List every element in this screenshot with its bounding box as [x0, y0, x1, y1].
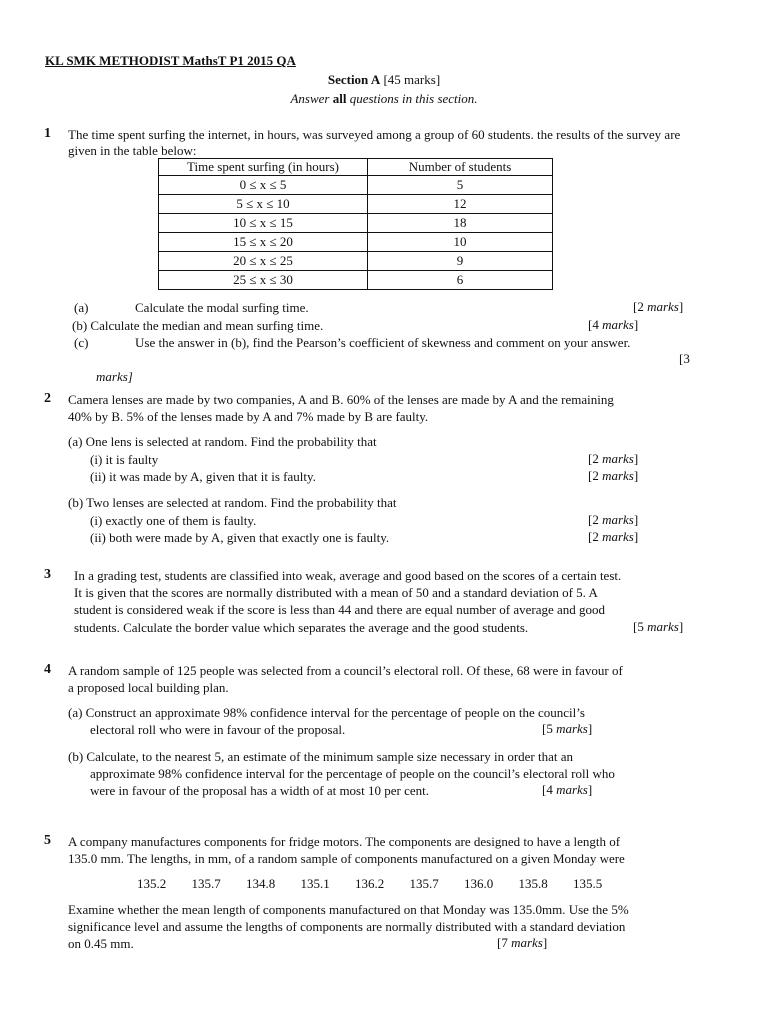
q5-text: Examine whether the mean length of components manufactured on that Monday was 135.0mm. Use the 5%	[68, 902, 629, 917]
table-row	[159, 271, 553, 290]
question-number: 2	[44, 391, 51, 406]
q2aii-text: (ii) it was made by A, given that it is faulty.	[90, 469, 316, 484]
table-header-row	[159, 159, 553, 176]
table-cell: 10 ≤ x ≤ 15	[159, 214, 368, 233]
q1a-marks: [2 marks]	[633, 299, 684, 314]
q1c-marks: marks]	[96, 369, 133, 384]
table-row	[159, 214, 553, 233]
q2bi-text: (i) exactly one of them is faulty.	[90, 513, 257, 528]
q4-intro: A random sample of 125 people was selected from a council’s electoral roll. Of these, 68 were in favour of	[68, 663, 623, 678]
q1a-label: (a)	[74, 300, 89, 315]
data-value: 135.2	[137, 876, 167, 891]
q1b-marks: [4 marks]	[588, 317, 639, 332]
q2a-text: (a) One lens is selected at random. Find the probability that	[68, 434, 377, 449]
q2bii-marks: [2 marks]	[588, 529, 639, 544]
table-cell: 5	[368, 176, 553, 195]
table-cell: 15 ≤ x ≤ 20	[159, 233, 368, 252]
q4-intro: a proposed local building plan.	[68, 680, 229, 695]
question-number: 3	[44, 567, 51, 582]
table-row	[159, 176, 553, 195]
q3-text: It is given that the scores are normally distributed with a mean of 50 and a standard deviation of 5. A	[74, 585, 598, 600]
q4b-text: were in favour of the proposal has a width of at most 10 per cent.	[90, 783, 429, 798]
q5-marks: [7 marks]	[497, 935, 548, 950]
q1-intro: The time spent surfing the internet, in hours, was surveyed among a group of 60 students. the results of the survey are	[68, 127, 681, 142]
q4b-text: (b) Calculate, to the nearest 5, an estimate of the minimum sample size necessary in order that an	[68, 749, 574, 764]
table-cell: 9	[368, 252, 553, 271]
table-cell: 20 ≤ x ≤ 25	[159, 252, 368, 271]
table-cell: 0 ≤ x ≤ 5	[159, 176, 368, 195]
q5-text: significance level and assume the lengths of components are normally distributed with a standard deviation	[68, 919, 626, 934]
q5-intro: A company manufactures components for fridge motors. The components are designed to have a length of	[68, 834, 621, 849]
section-title-line	[0, 72, 768, 88]
q2-intro: Camera lenses are made by two companies, A and B. 60% of the lenses are made by A and the remaining	[68, 392, 614, 407]
section-instruction	[0, 91, 768, 107]
q5-data-row	[137, 875, 624, 892]
instruction-text: Answer	[290, 91, 333, 106]
q1b-text: (b) Calculate the median and mean surfing time.	[72, 318, 324, 333]
question-number: 5	[44, 833, 51, 848]
table-row	[159, 195, 553, 214]
section-title: Section A	[327, 72, 381, 87]
document-header: KL SMK METHODIST MathsT P1 2015 QA	[45, 53, 296, 68]
data-value: 136.2	[355, 876, 385, 891]
q4a-text: (a) Construct an approximate 98% confidence interval for the percentage of people on the council’s	[68, 705, 585, 720]
instruction-text: questions in this section.	[346, 91, 478, 106]
q2bii-text: (ii) both were made by A, given that exactly one is faulty.	[90, 530, 390, 545]
data-value: 135.7	[191, 876, 221, 891]
instruction-all: all	[332, 91, 347, 106]
data-value: 135.7	[409, 876, 439, 891]
q2-intro: 40% by B. 5% of the lenses made by A and 7% made by B are faulty.	[68, 409, 429, 424]
table-cell: 5 ≤ x ≤ 10	[159, 195, 368, 214]
q2aii-marks: [2 marks]	[588, 468, 639, 483]
table-row	[159, 233, 553, 252]
q1c-marks: [3	[679, 351, 690, 366]
q2ai-text: (i) it is faulty	[90, 452, 159, 467]
table-row	[159, 252, 553, 271]
table-cell: 10	[368, 233, 553, 252]
q3-text: students. Calculate the border value which separates the average and the good students.	[74, 620, 529, 635]
table-header: Time spent surfing (in hours)	[159, 159, 368, 176]
table-cell: 25 ≤ x ≤ 30	[159, 271, 368, 290]
q2bi-marks: [2 marks]	[588, 512, 639, 527]
q3-marks: [5 marks]	[633, 619, 684, 634]
table-cell: 12	[368, 195, 553, 214]
data-value: 136.0	[464, 876, 494, 891]
table-cell: 6	[368, 271, 553, 290]
q4a-text: electoral roll who were in favour of the proposal.	[90, 722, 346, 737]
q5-intro: 135.0 mm. The lengths, in mm, of a random sample of components manufactured on a given Monday were	[68, 851, 625, 866]
table-header: Number of students	[368, 159, 553, 176]
q1a-text: Calculate the modal surfing time.	[135, 300, 309, 315]
q1c-label: (c)	[74, 335, 89, 350]
frequency-table	[158, 158, 553, 290]
q2b-text: (b) Two lenses are selected at random. Find the probability that	[68, 495, 397, 510]
data-value: 135.5	[573, 876, 603, 891]
data-value: 135.8	[518, 876, 548, 891]
question-number: 1	[44, 126, 51, 141]
question-number: 4	[44, 662, 51, 677]
q4b-marks: [4 marks]	[542, 782, 593, 797]
q3-text: In a grading test, students are classified into weak, average and good based on the scores of a certain test.	[74, 568, 622, 583]
section-marks: [45 marks]	[383, 72, 441, 87]
data-value: 135.1	[300, 876, 330, 891]
data-value: 134.8	[246, 876, 276, 891]
q4a-marks: [5 marks]	[542, 721, 593, 736]
q1-intro: given in the table below:	[68, 143, 197, 158]
q1c-text: Use the answer in (b), find the Pearson’s coefficient of skewness and comment on your answer.	[135, 335, 631, 350]
table-cell: 18	[368, 214, 553, 233]
q2ai-marks: [2 marks]	[588, 451, 639, 466]
q4b-text: approximate 98% confidence interval for the percentage of people on the council’s electoral roll who	[90, 766, 615, 781]
q3-text: student is considered weak if the score is less than 44 and there are equal number of average and good	[74, 602, 606, 617]
q5-text: on 0.45 mm.	[68, 936, 134, 951]
